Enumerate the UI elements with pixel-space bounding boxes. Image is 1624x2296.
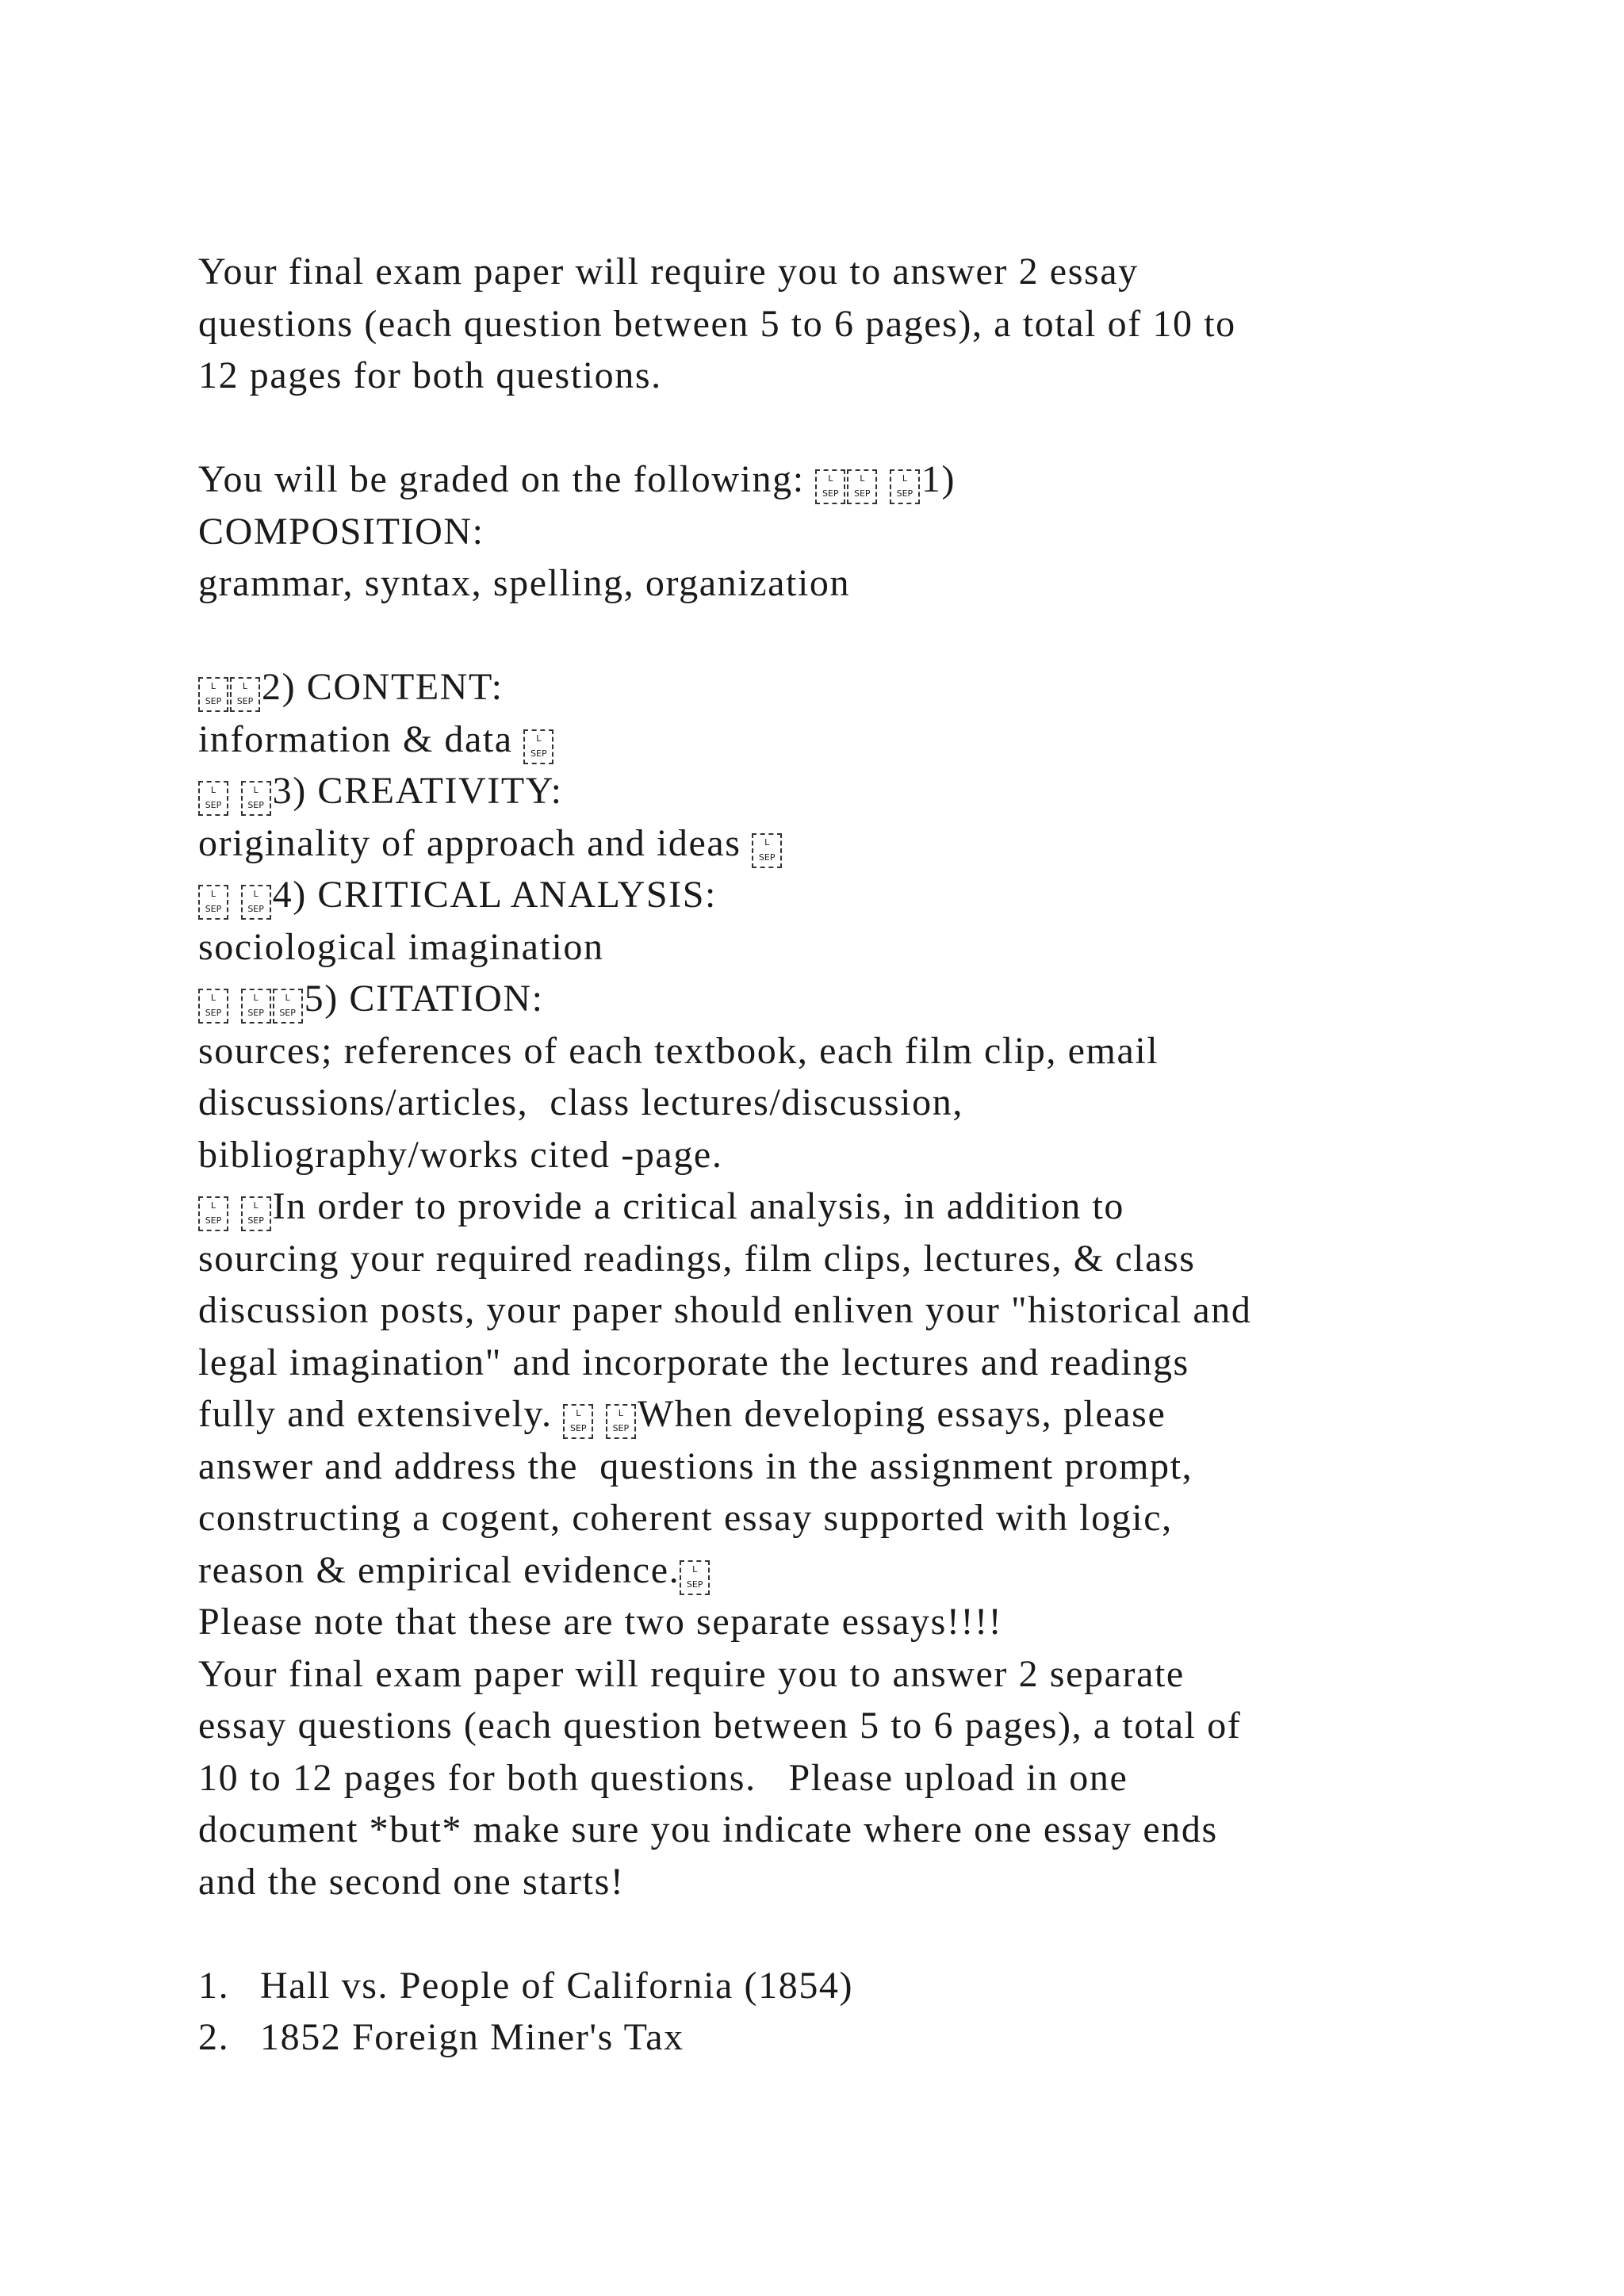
list-item xyxy=(198,2011,1467,2064)
intro-line: 12 pages for both questions. xyxy=(198,354,662,396)
line-separator-glyph: L SEP xyxy=(606,1404,636,1439)
criterion-line xyxy=(198,869,1467,921)
list-number: 1. xyxy=(198,1964,230,2007)
line-separator-glyph: L SEP xyxy=(241,885,271,920)
criterion-line xyxy=(198,765,1467,817)
document-body xyxy=(198,246,1467,2064)
analysis-text: reason & empirical evidence. xyxy=(198,1548,680,1591)
line-separator-glyph: L SEP xyxy=(241,989,271,1024)
note-line: Please note that these are two separate essays!!!! xyxy=(198,1601,1003,1643)
criterion-heading: COMPOSITION: xyxy=(198,510,485,553)
analysis-line xyxy=(198,1181,1467,1233)
final-line: and the second one starts! xyxy=(198,1860,625,1903)
final-line: 10 to 12 pages for both questions. Please upload in one xyxy=(198,1756,1128,1799)
line-separator-glyph: L SEP xyxy=(563,1404,593,1439)
final-line: document *but* make sure you indicate where one essay ends xyxy=(198,1808,1218,1850)
criterion-line xyxy=(198,661,1467,714)
line-separator-glyph: L SEP xyxy=(523,729,553,764)
line-separator-glyph: L SEP xyxy=(752,833,782,868)
blank-line xyxy=(198,1908,1467,1960)
criterion-heading: CREATIVITY: xyxy=(317,770,563,812)
graded-intro-line xyxy=(198,453,1467,506)
final-line: essay questions (each question between 5 to 6 pages), a total of xyxy=(198,1705,1242,1747)
graded-intro-text: You will be graded on the following: xyxy=(198,458,805,500)
intro-line: questions (each question between 5 to 6 pages), a total of 10 to xyxy=(198,302,1236,345)
list-text: 1852 Foreign Miner's Tax xyxy=(260,2016,684,2058)
line-separator-glyph: L SEP xyxy=(273,989,303,1024)
line-separator-glyph: L SEP xyxy=(847,469,877,504)
criterion-line xyxy=(198,973,1467,1025)
line-separator-glyph: L SEP xyxy=(241,781,271,816)
blank-line xyxy=(198,402,1467,454)
criterion-label: 3) xyxy=(272,770,307,812)
criterion-detail: grammar, syntax, spelling, organization xyxy=(198,562,851,604)
list-item xyxy=(198,1960,1467,2012)
criterion-detail: sociological imagination xyxy=(198,925,604,968)
criterion-heading: CRITICAL ANALYSIS: xyxy=(317,874,717,916)
line-separator-glyph: L SEP xyxy=(198,1196,228,1231)
list-text: Hall vs. People of California (1854) xyxy=(260,1964,854,2007)
criterion-detail: sources; references of each textbook, each film clip, email xyxy=(198,1029,1159,1072)
criterion-label: 2) xyxy=(262,666,297,708)
criterion-detail: originality of approach and ideas xyxy=(198,821,741,864)
line-separator-glyph: L SEP xyxy=(198,885,228,920)
criterion-label: 4) xyxy=(272,874,307,916)
analysis-line xyxy=(198,1388,1467,1441)
citation-line: bibliography/works cited -page. xyxy=(198,1133,723,1176)
line-separator-glyph: L SEP xyxy=(230,677,260,712)
criterion-detail: information & data xyxy=(198,718,513,760)
line-separator-glyph: L SEP xyxy=(198,677,228,712)
line-separator-glyph: L SEP xyxy=(890,469,920,504)
criterion-heading: CITATION: xyxy=(349,978,544,1020)
analysis-line: legal imagination" and incorporate the lectures and readings xyxy=(198,1341,1189,1383)
analysis-text: When developing essays, please xyxy=(637,1393,1166,1435)
criterion-detail-line xyxy=(198,817,1467,870)
analysis-line: sourcing your required readings, film clips, lectures, & class xyxy=(198,1237,1196,1280)
blank-line xyxy=(198,610,1467,662)
criterion-heading: CONTENT: xyxy=(306,666,504,708)
intro-line: Your final exam paper will require you to answer 2 essay xyxy=(198,251,1139,293)
citation-line: discussions/articles, class lectures/discussion, xyxy=(198,1081,963,1123)
line-separator-glyph: L SEP xyxy=(198,989,228,1024)
criterion-label: 5) xyxy=(304,978,339,1020)
analysis-text: fully and extensively. xyxy=(198,1393,553,1435)
analysis-text: In order to provide a critical analysis, in addition to xyxy=(272,1185,1124,1227)
criterion-detail-line xyxy=(198,714,1467,766)
analysis-line: discussion posts, your paper should enliven your "historical and xyxy=(198,1289,1252,1331)
line-separator-glyph: L SEP xyxy=(198,781,228,816)
list-number: 2. xyxy=(198,2016,230,2058)
line-separator-glyph: L SEP xyxy=(815,469,845,504)
analysis-line: answer and address the questions in the assignment prompt, xyxy=(198,1445,1193,1487)
line-separator-glyph: L SEP xyxy=(241,1196,271,1231)
criterion-label: 1) xyxy=(921,458,956,500)
final-line: Your final exam paper will require you to answer 2 separate xyxy=(198,1652,1185,1695)
line-separator-glyph: L SEP xyxy=(680,1560,710,1595)
analysis-line: constructing a cogent, coherent essay supported with logic, xyxy=(198,1497,1173,1539)
analysis-line xyxy=(198,1544,1467,1597)
